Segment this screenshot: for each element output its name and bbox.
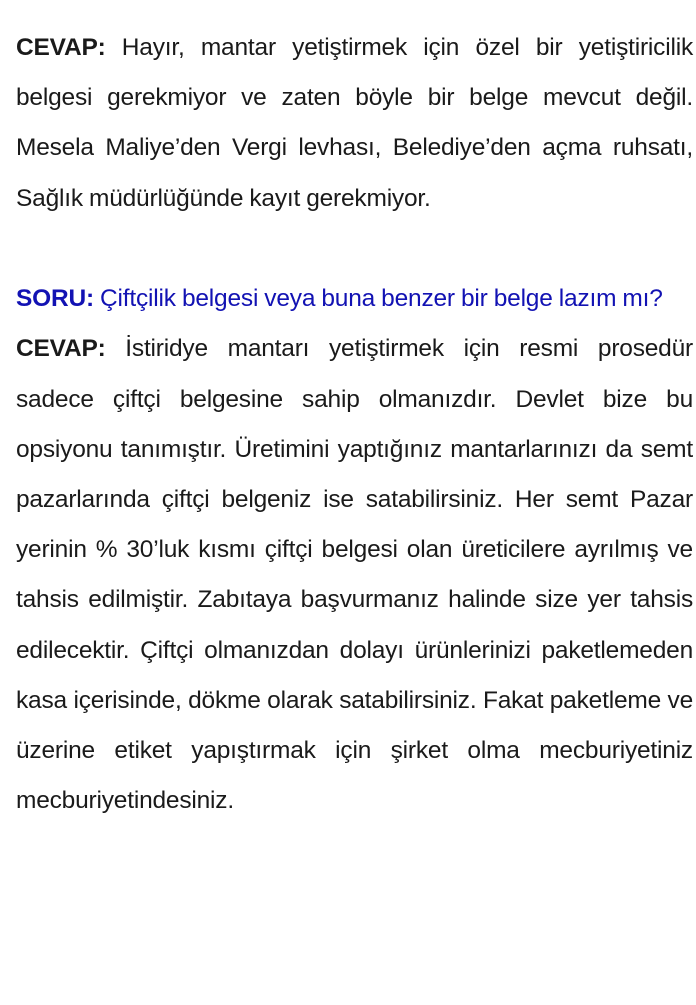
answer-text: İstiridye mantarı yetiştirmek için resmi prosedür sadece çiftçi belgesine sahip olmanızdır. Devlet bize bu opsiyonu tanımıştır. Üretimini yaptığınız mantarlarınızı da semt pazarlarında çiftçi belgeniz ise satabilirsiniz. Her semt Pazar yerinin % 30’luk kısmı çiftçi belgesi olan üreticilere ayrılmış ve tahsis edilmiştir. Zabıtaya başvurmanız halinde size yer tahsis edilecektir. Çiftçi olmanızdan dolayı ürünlerinizi paketlemeden kasa içerisinde, dökme olarak satabilirsiniz. Fakat paketleme ve üzerine etiket yapıştırmak için şirket olma mecburiyetiniz mecburiyetindesiniz. — [16, 335, 693, 815]
answer-paragraph-1 — [16, 23, 693, 224]
answer-paragraph-2 — [16, 324, 693, 826]
question-paragraph — [16, 274, 693, 324]
answer-label: CEVAP: — [16, 335, 106, 363]
question-label: SORU: — [16, 285, 94, 313]
answer-label: CEVAP: — [16, 34, 106, 61]
answer-text: Hayır, mantar yetiştirmek için özel bir yetiştiricilik belgesi gerekmiyor ve zaten böyle bir belge mevcut değil. Mesela Maliye’den Vergi levhası, Belediye’den açma ruhsatı, Sağlık müdürlüğünde kayıt gerekmiyor. — [16, 34, 693, 212]
faq-article — [16, 23, 693, 826]
question-text: Çiftçilik belgesi veya buna benzer bir belge lazım mı? — [93, 285, 663, 313]
